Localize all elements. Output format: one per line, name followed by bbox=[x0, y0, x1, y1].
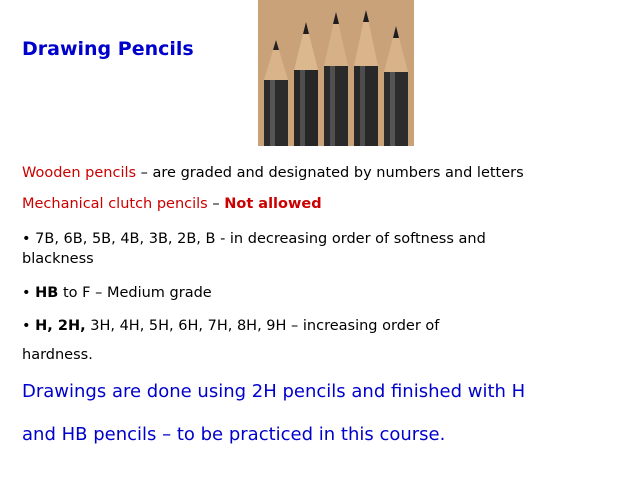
hardness-bullet bbox=[22, 316, 439, 336]
medium-grade-text: to F – Medium grade bbox=[58, 285, 212, 301]
hardness-bullet-mark: • bbox=[22, 318, 36, 334]
wooden-pencils-text: – are graded and designated by numbers and letters bbox=[136, 165, 524, 181]
conclusion-line2: and HB pencils – to be practiced in this course. bbox=[22, 424, 446, 445]
hb-text: HB bbox=[35, 285, 59, 301]
mechanical-pencils-sep: – bbox=[207, 196, 225, 212]
mechanical-pencils-label: Mechanical clutch pencils bbox=[22, 196, 208, 212]
softness-bullet-line1: • 7B, 6B, 5B, 4B, 3B, 2B, B - in decreasing order of softness and bbox=[22, 231, 486, 247]
hardness-bold-grades: H, 2H, bbox=[35, 318, 86, 334]
pencils-photo-icon bbox=[258, 0, 414, 146]
hardness-grades-text: 3H, 4H, 5H, 6H, 7H, 8H, 9H – increasing order of bbox=[85, 318, 440, 334]
softness-bullet-line2: blackness bbox=[22, 251, 94, 267]
conclusion-line1: Drawings are done using 2H pencils and finished with H bbox=[22, 381, 526, 402]
medium-grade-bullet bbox=[22, 283, 212, 303]
not-allowed-text: Not allowed bbox=[224, 196, 322, 212]
hardness-bullet-cont: hardness. bbox=[22, 347, 93, 363]
mechanical-pencils-line bbox=[22, 194, 322, 214]
medium-grade-bullet-mark: • bbox=[22, 285, 36, 301]
wooden-pencils-label: Wooden pencils bbox=[22, 165, 137, 181]
softness-bullet bbox=[22, 229, 486, 269]
wooden-pencils-line bbox=[22, 163, 524, 183]
slide-title: Drawing Pencils bbox=[22, 38, 194, 60]
